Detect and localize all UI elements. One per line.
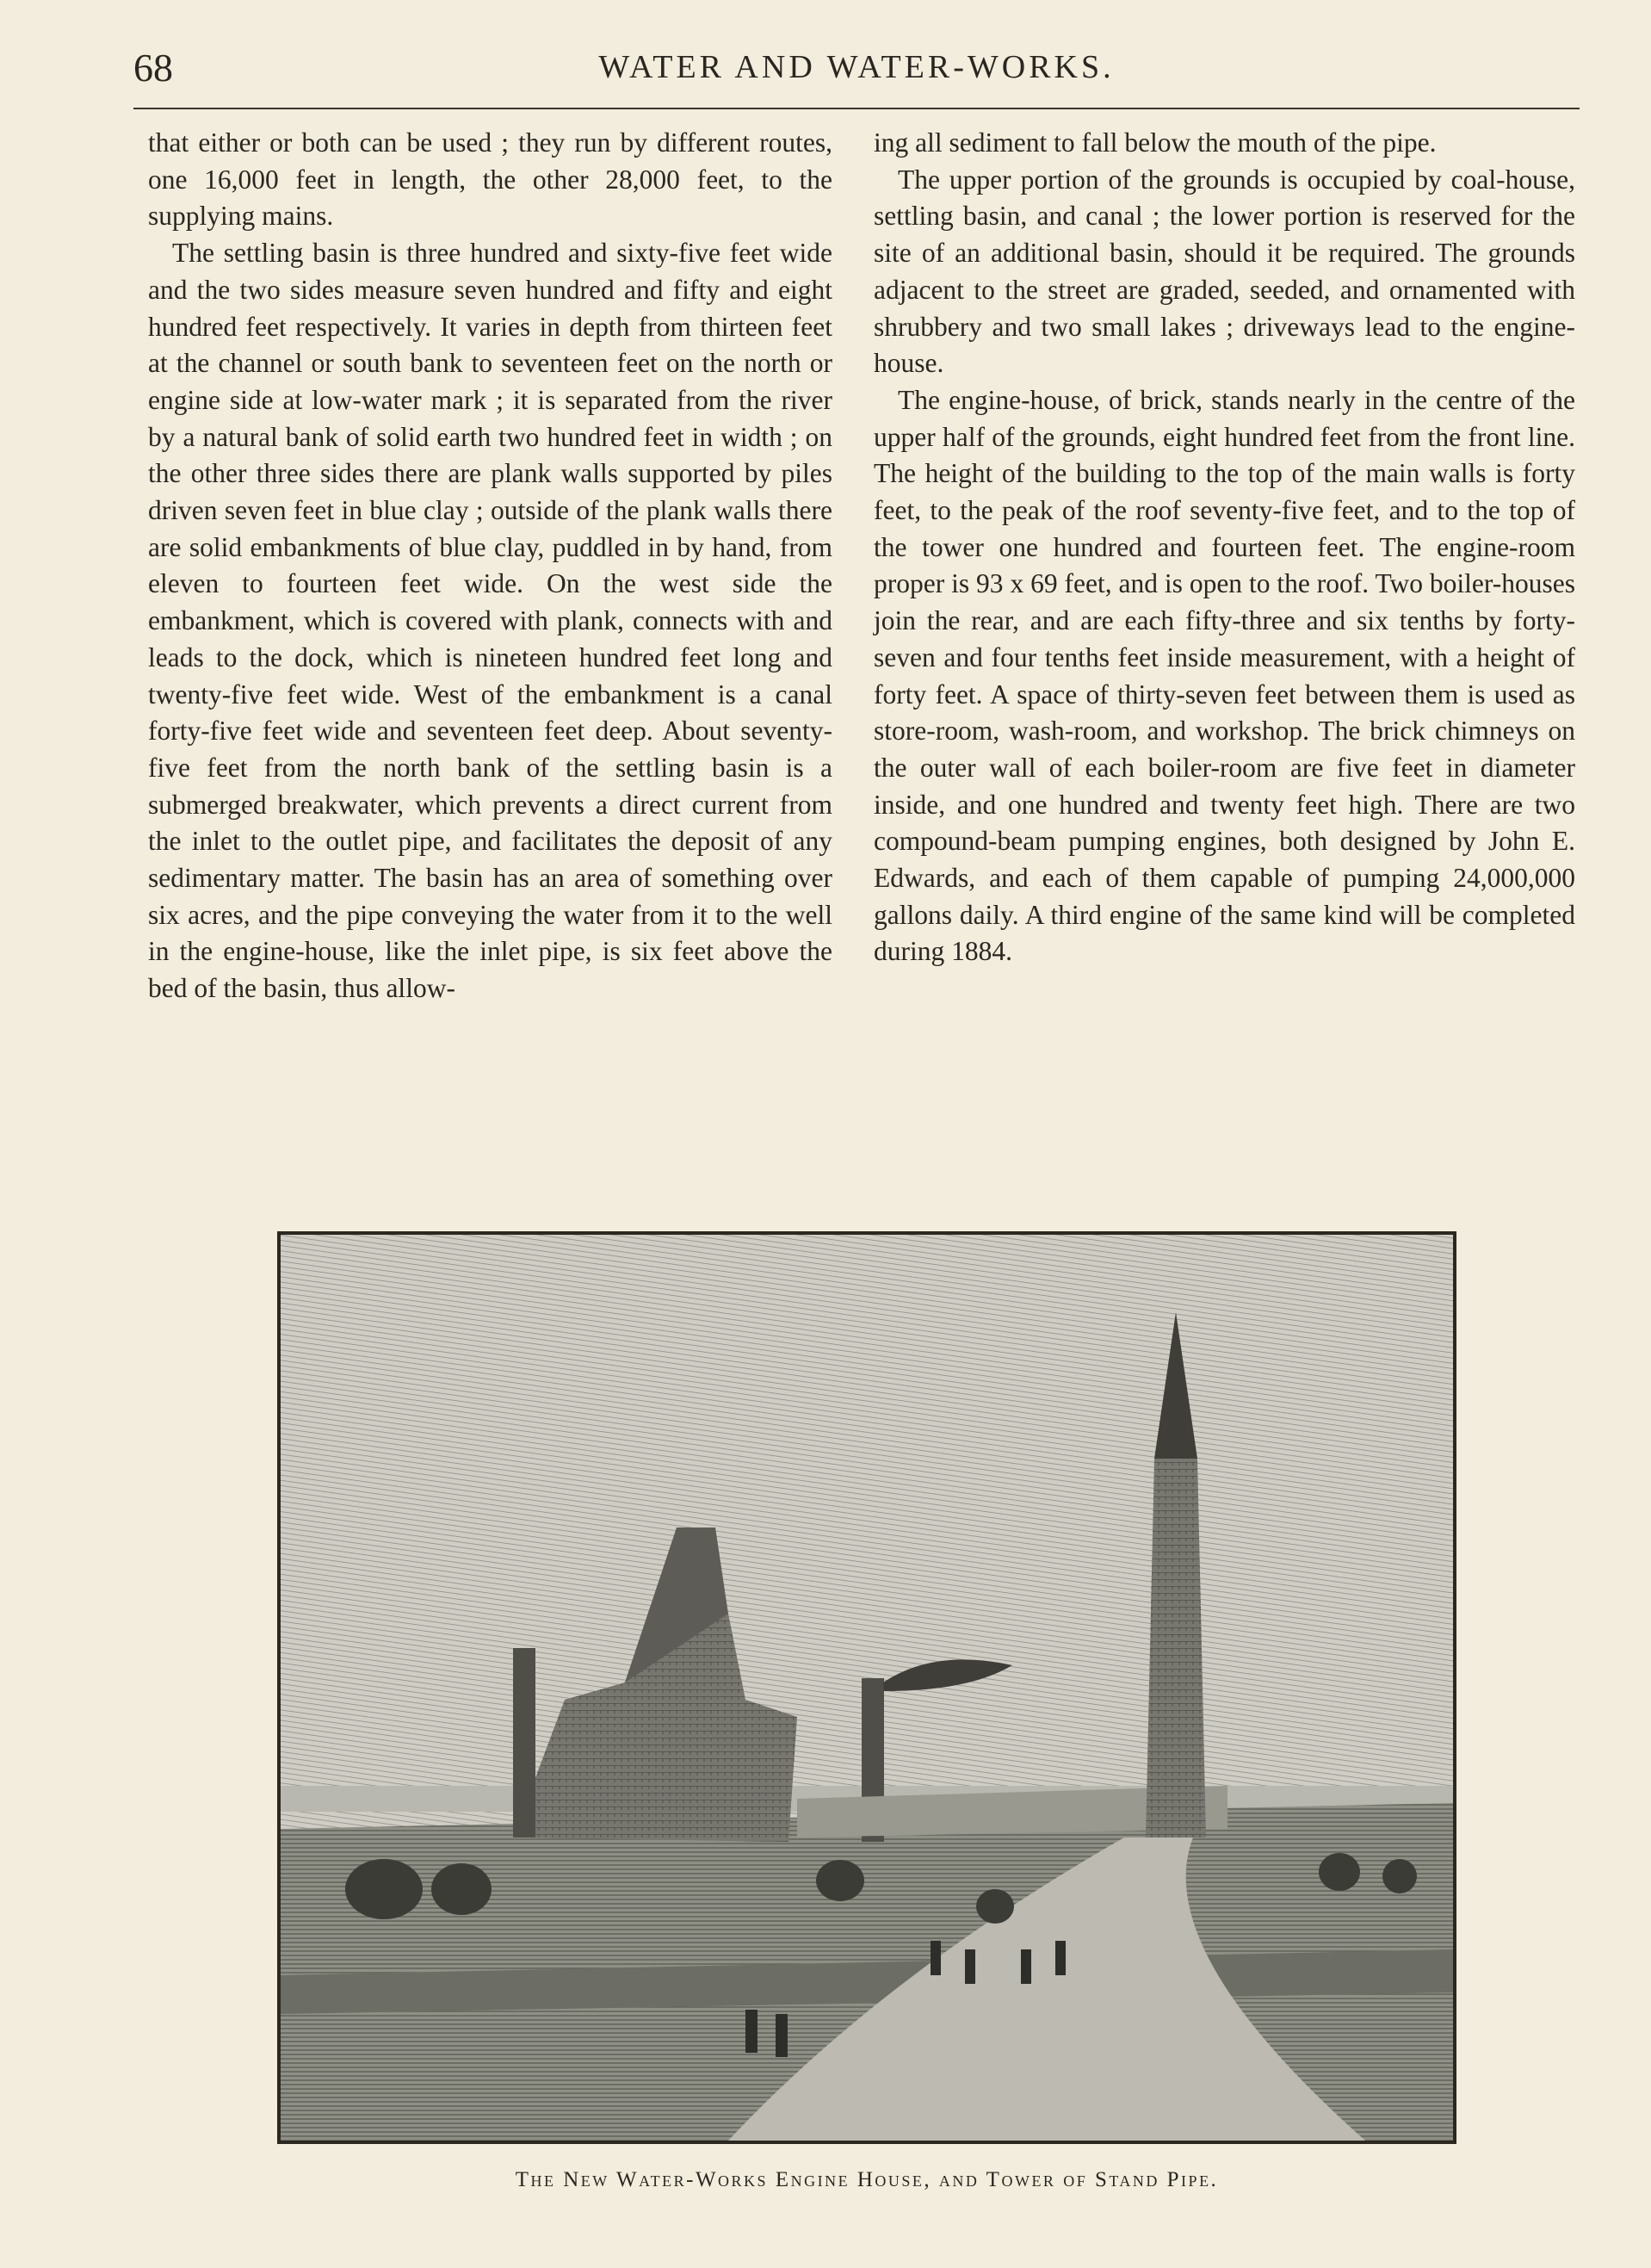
header-rule: [133, 108, 1580, 109]
right-column: [874, 125, 1575, 970]
running-head: [133, 45, 1580, 105]
left-column: [148, 125, 832, 1007]
left-paragraph-1: that either or both can be used ; they run by different routes, one 16,000 feet in length, the other 28,000 feet, to the supplying mains.: [148, 127, 832, 232]
right-paragraph-2: The upper portion of the grounds is occupied by coal-house, settling basin, and canal ; the lower portion is reserved for the site of an additional basin, should it be required. The grounds adjacent to the street are graded, seeded, and ornamented with shrubbery and two small lakes ; driveways lead to the engine-house.: [874, 164, 1575, 379]
left-chimney: [513, 1648, 535, 1837]
right-paragraph-3: The engine-house, of brick, stands nearly in the centre of the upper half of the grounds, eight hundred feet from the front line. The height of the building to the top of the main walls is forty feet, to the peak of the roof seventy-five feet, and to the top of the tower one hundred and fourteen feet. The engine-room proper is 93 x 69 feet, and is open to the roof. Two boiler-houses join the rear, and are each fifty-three and six tenths by forty-seven and four tenths feet inside measurement, with a height of forty feet. A space of thirty-seven feet between them is used as store-room, wash-room, and workshop. The brick chimneys on the outer wall of each boiler-room are five feet in diameter inside, and one hundred and twenty feet high. There are two compound-beam pumping engines, both designed by John E. Edwards, and each of them capable of pumping 24,000,000 gallons daily. A third engine of the same kind will be completed during 1884.: [874, 384, 1575, 967]
illustration-caption: The New Water-Works Engine House, and Tower of Stand Pipe.: [515, 2168, 1219, 2191]
stand-pipe-tower: [1146, 1459, 1206, 1837]
left-paragraph-2: The settling basin is three hundred and sixty-five feet wide and the two sides measure seven hundred and fifty and eight hundred feet respectively. It varies in depth from thirteen feet at the channel or south bank to seventeen feet on the north or engine side at low-water mark ; it is separated from the river by a natural bank of solid earth two hundred feet in width ; on the other three sides there are plank walls supported by piles driven seven feet in blue clay ; outside of the plank walls there are solid embankments of blue clay, puddled in by hand, from eleven to fourteen feet wide. On the west side the embankment, which is covered with plank, connects with and leads to the dock, which is nineteen hundred feet long and twenty-five feet wide. West of the embankment is a canal forty-five feet wide and seventeen feet deep. About seventy-five feet from the north bank of the settling basin is a submerged breakwater, which prevents a direct current from the inlet to the outlet pipe, and facilitates the deposit of any sedimentary matter. The basin has an area of something over six acres, and the pipe conveying the water from it to the well in the engine-house, like the inlet pipe, is six feet above the bed of the basin, thus allow-: [148, 238, 832, 1004]
running-title: WATER AND WATER-WORKS.: [598, 49, 1115, 85]
page-number: 68: [133, 46, 173, 90]
right-paragraph-1: ing all sediment to fall below the mouth of the pipe.: [874, 127, 1437, 158]
engraving-illustration: [277, 1231, 1456, 2144]
engine-house-engraving: [281, 1235, 1453, 2141]
